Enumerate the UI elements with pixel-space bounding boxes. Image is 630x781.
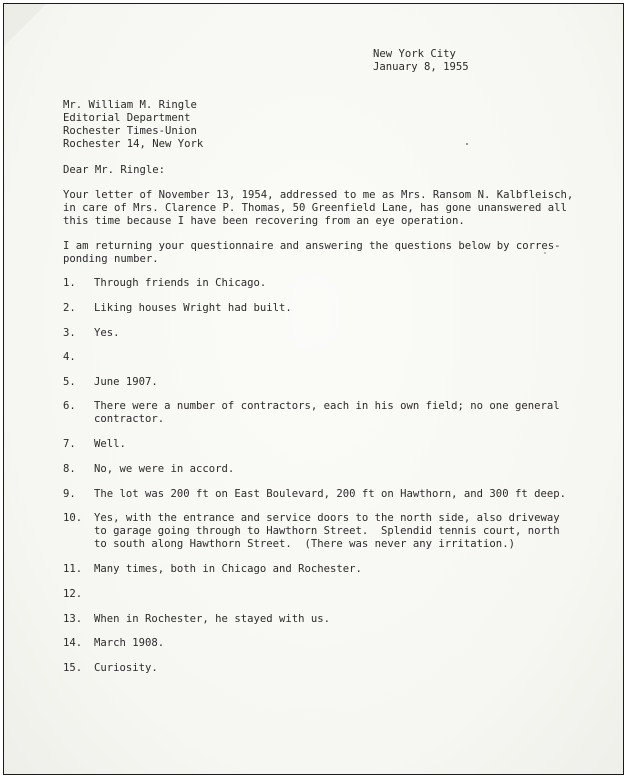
answer-text-13: When in Rochester, he stayed with us. bbox=[94, 613, 330, 625]
answer-number-5: 5. bbox=[63, 376, 76, 388]
answer-number-4: 4. bbox=[63, 351, 76, 363]
answer-number-2: 2. bbox=[63, 302, 76, 314]
answer-number-11: 11. bbox=[63, 563, 83, 575]
answer-number-10: 10. bbox=[63, 512, 83, 524]
paragraph2-line2: ponding number. bbox=[63, 253, 159, 265]
answer-text-5: June 1907. bbox=[94, 376, 158, 388]
paragraph2-line1: I am returning your questionnaire and answering the questions below by corres- bbox=[63, 240, 561, 252]
answer-text-6-line1: There were a number of contractors, each in his own field; no one general bbox=[94, 400, 560, 412]
answer-text-10-line3: to south along Hawthorn Street. (There was never any irritation.) bbox=[94, 538, 515, 550]
recipient-name: Mr. William M. Ringle bbox=[63, 99, 197, 111]
answer-number-3: 3. bbox=[63, 327, 76, 339]
answer-number-13: 13. bbox=[63, 613, 83, 625]
recipient-city: Rochester 14, New York bbox=[63, 138, 204, 150]
paper-speck bbox=[466, 143, 468, 145]
answer-number-7: 7. bbox=[63, 438, 76, 450]
answer-text-2: Liking houses Wright had built. bbox=[94, 302, 292, 314]
answer-text-10-line2: to garage going through to Hawthorn Street. Splendid tennis court, north bbox=[94, 525, 560, 537]
salutation: Dear Mr. Ringle: bbox=[63, 164, 166, 176]
answer-number-1: 1. bbox=[63, 277, 76, 289]
recipient-department: Editorial Department bbox=[63, 112, 191, 124]
answer-number-6: 6. bbox=[63, 400, 76, 412]
recipient-newspaper: Rochester Times-Union bbox=[63, 125, 197, 137]
dateline-city: New York City bbox=[373, 48, 456, 60]
answer-number-9: 9. bbox=[63, 488, 76, 500]
paragraph1-line3: this time because I have been recovering from an eye operation. bbox=[63, 215, 465, 227]
answer-text-6-line2: contractor. bbox=[94, 413, 165, 425]
answer-number-15: 15. bbox=[63, 662, 83, 674]
answer-number-12: 12. bbox=[63, 588, 83, 600]
answer-text-9: The lot was 200 ft on East Boulevard, 200 ft on Hawthorn, and 300 ft deep. bbox=[94, 488, 566, 500]
paragraph1-line2: in care of Mrs. Clarence P. Thomas, 50 Greenfield Lane, has gone unanswered all bbox=[63, 202, 567, 214]
answer-text-10-line1: Yes, with the entrance and service doors to the north side, also driveway bbox=[94, 512, 560, 524]
answer-text-3: Yes. bbox=[94, 327, 120, 339]
answer-number-8: 8. bbox=[63, 463, 76, 475]
dateline-date: January 8, 1955 bbox=[373, 61, 469, 73]
letter-frame bbox=[3, 3, 624, 775]
answer-text-8: No, we were in accord. bbox=[94, 463, 235, 475]
answer-number-14: 14. bbox=[63, 637, 83, 649]
paper-corner-fold bbox=[4, 4, 46, 46]
answer-text-14: March 1908. bbox=[94, 637, 165, 649]
paper-speck bbox=[544, 252, 546, 254]
paragraph1-line1: Your letter of November 13, 1954, addressed to me as Mrs. Ransom N. Kalbfleisch, bbox=[63, 189, 574, 201]
answer-text-11: Many times, both in Chicago and Rochester. bbox=[94, 563, 362, 575]
answer-text-1: Through friends in Chicago. bbox=[94, 277, 267, 289]
answer-text-15: Curiosity. bbox=[94, 662, 158, 674]
answer-text-7: Well. bbox=[94, 438, 126, 450]
